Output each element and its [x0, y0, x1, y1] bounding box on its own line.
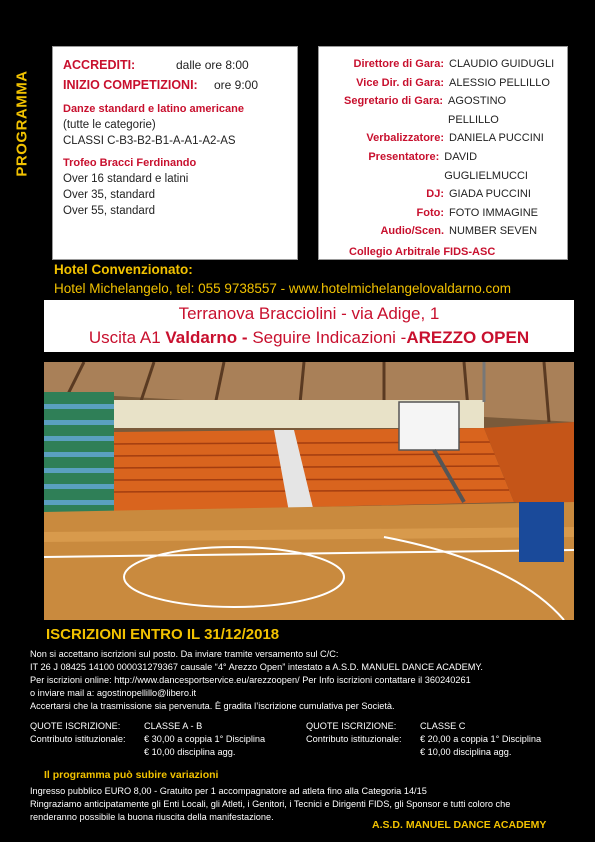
venue-box — [44, 300, 574, 352]
staff-name: FOTO IMMAGINE — [449, 206, 539, 219]
staff-name: ALESSIO PELLILLO — [449, 76, 550, 89]
arena-photo — [44, 362, 574, 620]
staff-box — [318, 46, 568, 260]
section1-line: (tutte le categorie) — [63, 119, 156, 131]
section2-title: Trofeo Bracci Ferdinando — [63, 157, 197, 169]
inizio-value: ore 9:00 — [214, 78, 259, 92]
staff-role: Vice Dir. di Gara: — [356, 76, 444, 89]
staff-row — [327, 204, 559, 223]
accreditati-label: ACCREDITI: — [63, 58, 136, 72]
staff-row — [327, 222, 559, 241]
staff-name: DANIELA PUCCINI — [449, 132, 544, 145]
staff-name: DAVID GUGLIELMUCCI — [444, 150, 528, 182]
footer-line: renderanno possibile la buona riuscita della manifestazione. — [30, 812, 274, 822]
staff-row — [327, 129, 559, 148]
iscrizioni-line: IT 26 J 08425 14100 000031279367 causale “4° Arezzo Open” intestato a A.S.D. MANUEL DANCE ACADEMY. — [30, 662, 483, 672]
contributo-label: Contributo istituzionale: — [30, 734, 126, 744]
quote-class: CLASSE C — [420, 721, 466, 731]
iscrizioni-body — [30, 648, 580, 713]
accreditati-value: dalle ore 8:00 — [176, 58, 249, 72]
staff-role: Segretario di Gara: — [344, 95, 444, 108]
program-variation-note: Il programma può subire variazioni — [44, 769, 219, 781]
section2-line: Over 16 standard e latini — [63, 173, 189, 185]
staff-role: Direttore di Gara: — [353, 58, 444, 70]
staff-role: Audio/Scen. — [380, 225, 444, 238]
staff-role: DJ: — [426, 188, 444, 201]
quote-class: CLASSE A - B — [144, 721, 203, 731]
venue-follow: Seguire Indicazioni - — [252, 328, 407, 347]
contributo-label: Contributo istituzionale: — [306, 734, 402, 744]
iscrizioni-line: o inviare mail a: agostinopellillo@libero.it — [30, 688, 197, 698]
section1-line: CLASSI C-B3-B2-B1-A-A1-A2-AS — [63, 135, 236, 147]
staff-name: GIADA PUCCINI — [449, 188, 531, 201]
collegio-arbitrale: Collegio Arbitrale FIDS-ASC — [349, 245, 496, 258]
hotel-title: Hotel Convenzionato: — [54, 262, 193, 277]
academy-name: A.S.D. MANUEL DANCE ACADEMY — [372, 819, 547, 831]
staff-role: Presentatore: — [368, 150, 440, 163]
venue-directions — [44, 326, 574, 350]
quote-extra: € 10,00 disciplina agg. — [144, 747, 236, 757]
staff-name: CLAUDIO GUIDUGLI — [449, 58, 555, 70]
staff-role: Foto: — [416, 206, 444, 219]
inizio-label: INIZIO COMPETIZIONI: — [63, 78, 198, 92]
quote-label: QUOTE ISCRIZIONE: — [30, 721, 121, 731]
inizio-row — [63, 75, 287, 95]
venue-event-name: AREZZO OPEN — [406, 328, 530, 347]
venue-valdarno: Valdarno - — [165, 328, 253, 347]
iscrizioni-line: Per iscrizioni online: http://www.dancesportservice.eu/arezzoopen/ Per Info iscrizioni contattare il 360240261 — [30, 675, 471, 685]
staff-name: NUMBER SEVEN — [449, 225, 538, 238]
accreditati-row — [63, 55, 287, 75]
staff-row — [327, 185, 559, 204]
quote-extra: € 10,00 disciplina agg. — [420, 747, 512, 757]
arena-illustration — [44, 362, 574, 620]
schedule-box — [52, 46, 298, 260]
programma-sidebar-label: PROGRAMMA — [13, 69, 31, 177]
venue-exit: Uscita A1 — [88, 328, 166, 347]
quote-price: € 20,00 a coppia 1° Disciplina — [420, 734, 542, 744]
section2-line: Over 35, standard — [63, 189, 156, 201]
iscrizioni-title: ISCRIZIONI ENTRO IL 31/12/2018 — [46, 626, 280, 643]
quote-label: QUOTE ISCRIZIONE: — [306, 721, 397, 731]
staff-name: AGOSTINO PELLILLO — [448, 95, 507, 126]
footer-line: Ingresso pubblico EURO 8,00 - Gratuito per 1 accompagnatore ad atleta fino alla Categoria 14/15 — [30, 786, 427, 796]
section1-title: Danze standard e latino americane — [63, 103, 244, 115]
footer-line: Ringraziamo anticipatamente gli Enti Locali, gli Atleti, i Genitori, i Tecnici e Dirigenti FIDS, gli Sponsor e tutti coloro che — [30, 799, 511, 809]
hotel-info: Hotel Michelangelo, tel: 055 9738557 - www.hotelmichelangelovaldarno.com — [54, 281, 512, 296]
section2-line: Over 55, standard — [63, 205, 156, 217]
staff-row — [327, 92, 559, 129]
staff-role: Verbalizzatore: — [366, 132, 444, 145]
staff-row — [327, 55, 559, 74]
staff-row — [327, 148, 559, 185]
quote-class-ab — [30, 720, 265, 759]
staff-row — [327, 74, 559, 93]
quote-price: € 30,00 a coppia 1° Disciplina — [144, 734, 266, 744]
venue-address: Terranova Bracciolini - via Adige, 1 — [178, 304, 440, 323]
quote-class-c — [306, 720, 541, 759]
iscrizioni-line: Non si accettano iscrizioni sul posto. Da inviare tramite versamento sul C/C: — [30, 649, 339, 659]
iscrizioni-line: Accertarsi che la trasmissione sia pervenuta. È gradita l’iscrizione cumulativa per Società. — [30, 701, 395, 711]
